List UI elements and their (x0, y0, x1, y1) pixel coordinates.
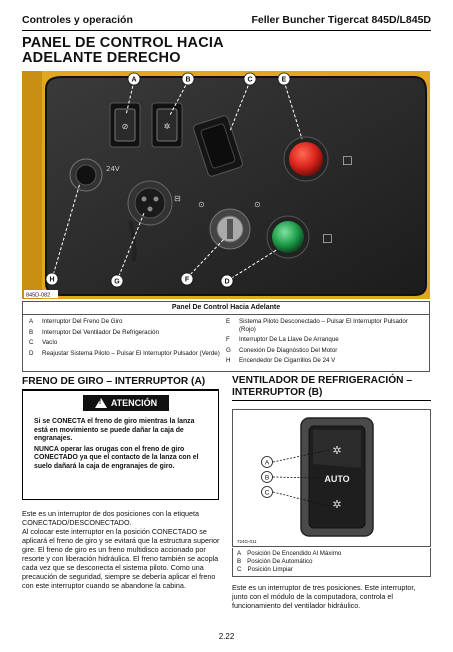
warning-text-1: Si se CONECTA el freno de giro mientras la lanza está en movimiento se puede dañar la caja de engranajes. (34, 418, 195, 443)
callout-h: H (49, 276, 55, 284)
callout-g: G (114, 278, 120, 286)
page-title (22, 36, 224, 66)
fan-callout-b: B (264, 474, 270, 482)
section-a-paragraph-1: Este es un interruptor de dos posiciones con la etiqueta CONECTADO/DESCONECTADO. (22, 509, 200, 527)
svg-text:⊙: ⊙ (198, 200, 205, 209)
callout-d: D (224, 278, 230, 286)
fan-switch-illustration (233, 410, 431, 547)
warning-box (22, 390, 219, 500)
fan-legend-item: B Posición De Automático (237, 558, 313, 565)
cooling-fan-switch (152, 103, 182, 147)
svg-text:⊙: ⊙ (254, 200, 261, 209)
warning-icon: ! (95, 398, 107, 408)
panel-legend-item: G Conexión De Diagnóstico Del Motor (226, 346, 338, 354)
fan-legend-item: C Posición Limpiar (237, 566, 293, 573)
panel-legend-item: A Interruptor Del Freno De Giro (29, 318, 123, 325)
control-panel-illustration (22, 71, 430, 299)
page-title-line2: ADELANTE DERECHO (22, 50, 181, 66)
panel-legend-title: Panel De Control Hacia Adelante (23, 302, 429, 315)
section-b-body: Este es un interruptor de tres posiciones. Este interruptor, junto con el módulo de la computadora, controla el funcionamiento del ventilador hidráulico. (232, 583, 416, 610)
section-b-heading (232, 375, 412, 398)
fan-auto-label: AUTO (324, 474, 350, 484)
svg-text:✲: ✲ (163, 122, 171, 131)
panel-legend-left-column (29, 318, 226, 368)
callout-a: A (131, 76, 137, 84)
panel-legend-table (22, 301, 430, 372)
panel-legend-item: F Interruptor De La Llave De Arranque (226, 336, 339, 344)
fan-clean-icon: ✲ (332, 498, 342, 511)
fan-callout-a: A (264, 459, 270, 467)
svg-text:☐: ☐ (322, 232, 333, 246)
warning-banner (83, 395, 169, 411)
callout-c: C (247, 76, 253, 84)
warning-label: ATENCIÓN (110, 398, 158, 408)
fan-callout-c: C (264, 489, 270, 497)
photo-id-label: 845D-082 (26, 292, 51, 299)
swing-brake-switch (110, 103, 140, 147)
warning-text-2: NUNCA operar las orugas con el freno de giro CONECTADO ya que el contacto de la lanza con el suelo dañará la caja de engranajes de giro. (34, 445, 199, 470)
fan-image-id: 724G-011 (237, 539, 257, 544)
panel-legend-item: D Reajustar Sistema Piloto – Pulsar El Interruptor Pulsador (Verde) (29, 349, 220, 357)
svg-text:⊘: ⊘ (121, 122, 129, 131)
panel-legend-item: B Interruptor Del Ventilador De Refrigeración (29, 328, 159, 336)
fan-switch-figure (232, 409, 431, 547)
callout-b: B (185, 76, 191, 84)
panel-legend-item: H Encendedor De Cigarrillos De 24 V (226, 357, 336, 365)
header-model-title: Feller Buncher Tigercat 845D/L845D (251, 14, 431, 26)
header-section-title: Controles y operación (22, 14, 133, 26)
panel-legend-item: E Sistema Piloto Desconectado – Pulsar El Interruptor Pulsador (Rojo) (226, 318, 408, 333)
svg-text:24V: 24V (106, 165, 120, 173)
fan-max-icon: ✲ (332, 444, 342, 457)
control-panel-photo (22, 71, 430, 299)
section-b-heading-line2: INTERRUPTOR (B) (232, 386, 323, 398)
fan-legend-item: A Posición De Encendido Al Máximo (237, 550, 342, 557)
section-a-body (22, 509, 222, 590)
panel-legend-item: C Vacío (29, 339, 58, 347)
page-title-line1: PANEL DE CONTROL HACIA (22, 35, 224, 51)
section-b-rule (232, 400, 431, 401)
page-header (22, 14, 431, 30)
header-divider (22, 30, 431, 31)
section-b-heading-line1: VENTILADOR DE REFRIGERACIÓN – (232, 375, 412, 386)
section-a-paragraph-2: Al colocar este interruptor en la posición CONECTADO se aplicará el freno de giro y se evitará que la estructura superior gire. El freno de giro es un freno multidisco accionado por resorte y con liberación hidráulica. El freno también se acopla cada vez que se desconecta el sistema piloto. Como una precaución de seguridad, siempre se debería aplicar el freno con este interruptor cuando se abandone la cabina. (22, 527, 220, 590)
page-number: 2.22 (218, 632, 235, 641)
fan-switch-legend (232, 548, 431, 577)
section-a-heading: FRENO DE GIRO – INTERRUPTOR (A) (22, 376, 206, 387)
panel-legend-right-column (226, 318, 423, 368)
svg-text:⊟: ⊟ (174, 194, 181, 203)
callout-e: E (281, 76, 287, 84)
callout-f: F (184, 276, 190, 284)
svg-text:☐: ☐ (342, 154, 353, 168)
